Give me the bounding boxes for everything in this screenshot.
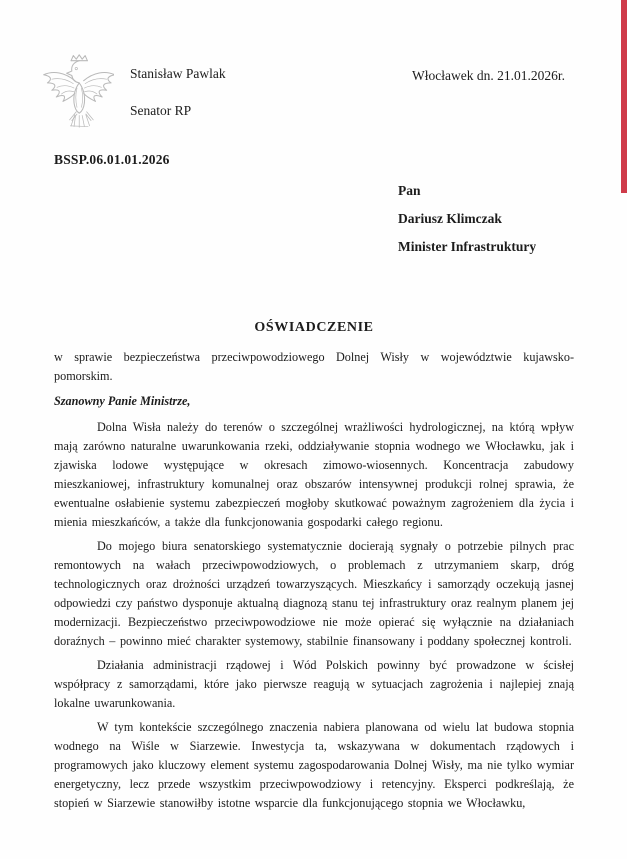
red-accent-bar (621, 0, 627, 193)
recipient-salutation: Pan (398, 183, 421, 198)
recipient-block (398, 184, 536, 268)
document-title: OŚWIADCZENIE (254, 320, 374, 335)
paragraph-1: Dolna Wisła należy do terenów o szczególnej wrażliwości hydrologicznej, na którą wpływ mają zarówno naturalne uwarunkowania rzeki, oddziaływanie stopnia wodnego we Włocławku, jak i zjawiska lodowe występujące w okresach zimowo-wiosennych. Koncentracja zabudowy mieszkaniowej, infrastruktury komunalnej oraz obszarów intensywnej produkcji rolnej sprawia, że ewentualne osłabienie systemu zabezpieczeń mogłoby skutkować poważnym zagrożeniem dla życia i mienia mieszkańców, a także dla funkcjonowania gospodarki całego regionu. (54, 420, 574, 529)
recipient-name: Dariusz Klimczak (398, 211, 502, 226)
place-and-date: Włocławek dn. 21.01.2026r. (412, 68, 565, 83)
paragraph-3: Działania administracji rządowej i Wód Polskich powinny być prowadzone w ścisłej współpracy z samorządami, które jako pierwsze reagują w sytuacjach zagrożenia i najlepiej znają lokalne uwarunkowania. (54, 658, 574, 710)
paragraph-4: W tym kontekście szczególnego znaczenia nabiera planowana od wielu lat budowa stopnia wodnego na Wiśle w Siarzewie. Inwestycja ta, wskazywana w dokumentach rządowych i programowych jako kluczowy element systemu zagospodarowania Dolnej Wisły, ma nie tylko wymiar energetyczny, lecz przede wszystkim przeciwpowodziowy i retencyjny. Eksperci podkreślają, że stopień w Siarzewie stanowiłby istotne wsparcie dla funkcjonującego stopnia we Włocławku, (54, 720, 574, 810)
greeting: Szanowny Panie Ministrze, (54, 394, 191, 408)
reference-number: BSSP.06.01.01.2026 (54, 152, 170, 167)
sender-title: Senator RP (130, 103, 192, 118)
recipient-position: Minister Infrastruktury (398, 239, 537, 254)
polish-eagle-emblem-icon (40, 54, 114, 134)
subject-line: w sprawie bezpieczeństwa przeciwpowodziowego Dolnej Wisły w województwie kujawsko-pomorskim. (54, 350, 574, 383)
sender-name: Stanisław Pawlak (130, 66, 226, 81)
paragraph-2: Do mojego biura senatorskiego systematycznie docierają sygnały o potrzebie pilnych prac remontowych na wałach przeciwpowodziowych, o problemach z utrzymaniem skarp, dróg technologicznych oraz drożności urządzeń towarzyszących. Mieszkańcy i samorządy oczekują jasnej odpowiedzi czy państwo dysponuje aktualną diagnozą stanu tej infrastruktury oraz realnym planem jej modernizacji. Bezpieczeństwo przeciwpowodziowe nie może opierać się wyłącznie na działaniach doraźnych – powinno mieć charakter systemowy, stabilnie finansowany i poddany społecznej kontroli. (54, 539, 574, 648)
letter-body (54, 348, 574, 818)
